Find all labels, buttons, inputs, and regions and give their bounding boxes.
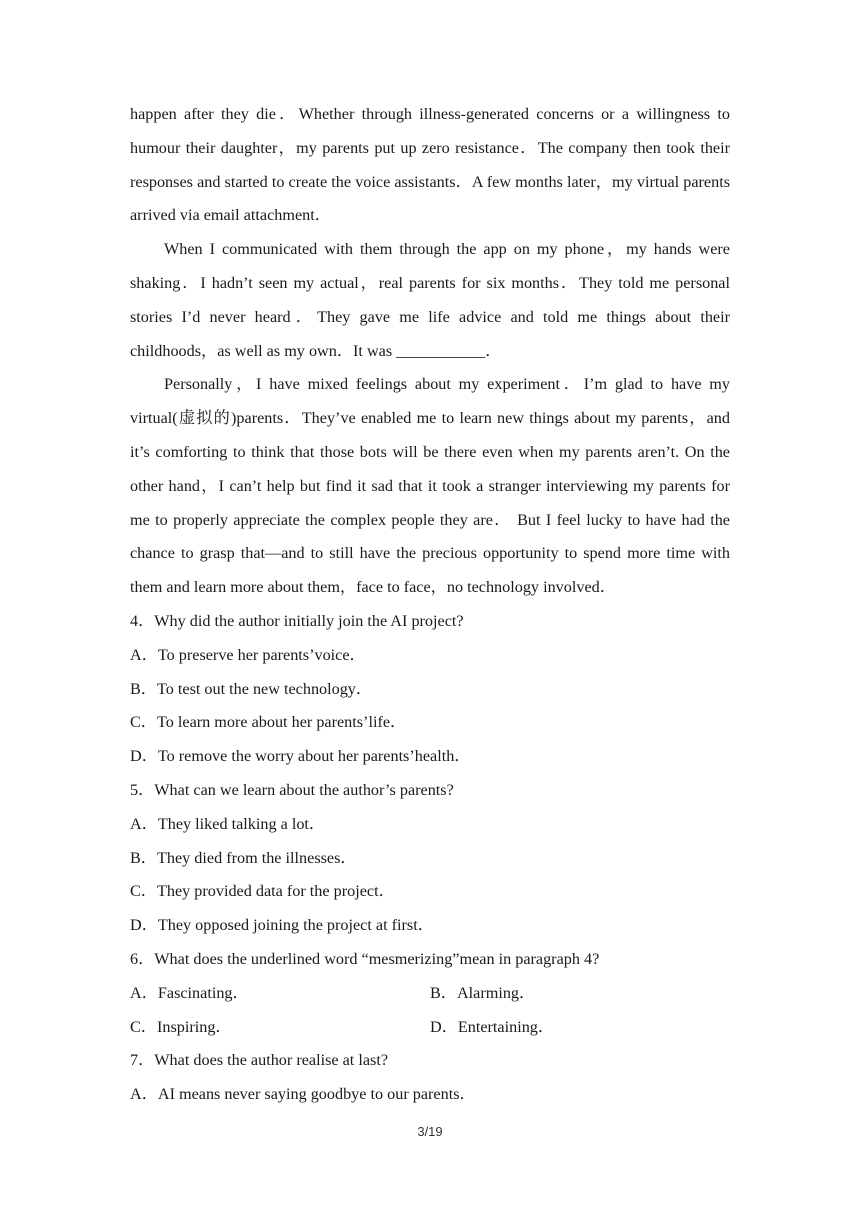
option-b: B．To test out the new technology． [130,679,373,698]
question-stem: 5．What can we learn about the author’s parents? [130,780,454,799]
options-row-2 [130,1011,730,1045]
question-4 [130,605,730,774]
option-b: B．Alarming． [430,983,536,1002]
option-a: A．They liked talking a lot． [130,814,326,833]
option-c: C．To learn more about her parents’life． [130,713,407,732]
passage-paragraph-2: When I communicated with them through the app on my phone，my hands were shaking．I hadn’t seen my actual，real parents for six months．They told me personal stories I’d never heard．They gave me life advice and told me things about their childhoods，as well as my own．It was ___________． [130,240,730,360]
passage-paragraph-1: happen after they die．Whether through illness-generated concerns or a willingness to humour their daughter，my parents put up zero resistance．The company then took their responses and started to create the voice assistants．A few months later，my virtual parents arrived via email attachment． [130,105,730,225]
question-stem: 4．Why did the author initially join the AI project? [130,611,464,630]
option-a: A．AI means never saying goodbye to our parents． [130,1085,476,1104]
page-number: 3/19 [417,1124,443,1139]
option-c: C．Inspiring． [130,1017,232,1036]
question-5 [130,774,730,943]
option-c: C．They provided data for the project． [130,882,395,901]
question-stem: 7．What does the author realise at last? [130,1051,389,1070]
option-a: A．To preserve her parents’voice． [130,645,366,664]
question-7 [130,1044,730,1112]
question-stem: 6．What does the underlined word “mesmerizing”mean in paragraph 4? [130,949,600,968]
option-d: D．To remove the worry about her parents’health． [130,747,471,766]
page-content [130,98,730,1112]
option-b: B．They died from the illnesses． [130,848,357,867]
options-row-1 [130,977,730,1011]
question-6 [130,943,730,1044]
option-a: A．Fascinating． [130,983,249,1002]
option-d: D．They opposed joining the project at first． [130,916,434,935]
option-d: D．Entertaining． [430,1017,555,1036]
passage-paragraph-3: Personally，I have mixed feelings about my experiment．I’m glad to have my virtual(虚拟的)parents．They’ve enabled me to learn new things about my parents，and it’s comforting to think that those bots will be there even when my parents aren’t. On the other hand，I can’t help but find it sad that it took a stranger interviewing my parents for me to properly appreciate the complex people they are． But I feel lucky to have had the chance to grasp that—and to still have the precious opportunity to spend more time with them and learn more about them，face to face，no technology involved． [130,375,730,597]
